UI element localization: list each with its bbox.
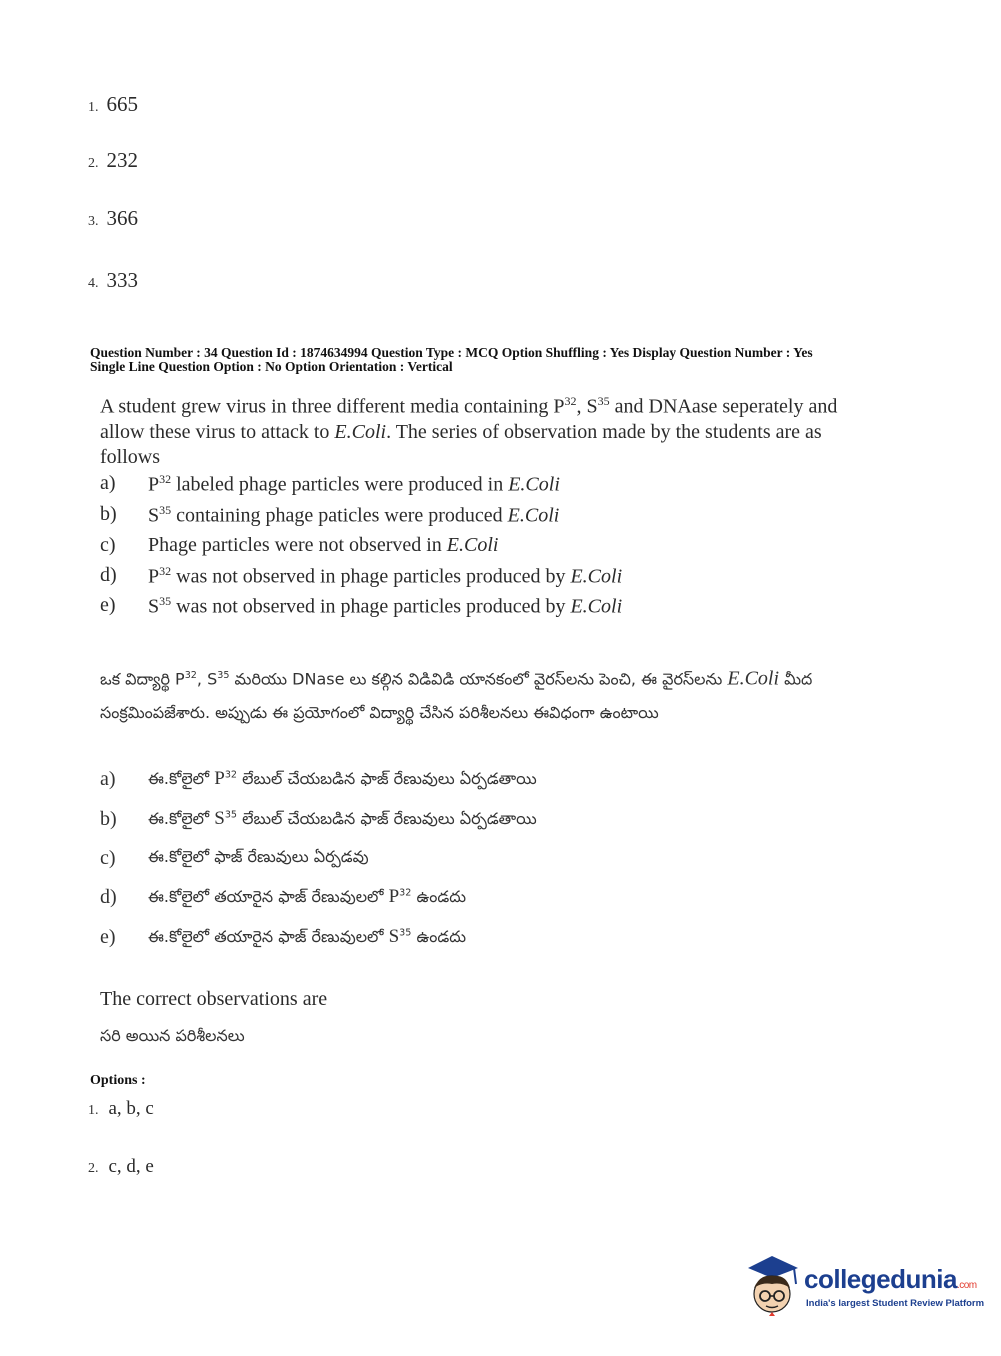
statement-label: d) bbox=[100, 564, 117, 586]
superscript: 35 bbox=[159, 594, 172, 608]
statement-body: ఈ.కోలైలో తయారైన ఫాజ్ రేణువులలో bbox=[148, 887, 389, 906]
statement-te-a bbox=[100, 768, 900, 796]
superscript: 32 bbox=[564, 394, 577, 408]
statement-body: ఉండదు bbox=[411, 927, 467, 946]
answer-option-1[interactable] bbox=[88, 1098, 154, 1120]
statement-te-b bbox=[100, 808, 900, 836]
correct-prompt-en: The correct observations are bbox=[100, 988, 328, 1010]
statement-label: c) bbox=[100, 847, 116, 869]
question-text-part: ఒక విద్యార్థి P bbox=[100, 669, 185, 689]
question-meta-line2: Single Line Question Option : No Option Orientation : Vertical bbox=[90, 359, 453, 374]
logo-tagline: India's largest Student Review Platform bbox=[806, 1298, 985, 1309]
option-number: 3. bbox=[88, 214, 99, 229]
option-value: 366 bbox=[106, 206, 138, 230]
statement-body: ఈ.కోలైలో తయారైన ఫాజ్ రేణువులలో bbox=[148, 927, 389, 946]
answer-option-2[interactable] bbox=[88, 1156, 154, 1178]
option-value: a, b, c bbox=[108, 1098, 154, 1119]
superscript: 35 bbox=[597, 394, 610, 408]
superscript: 35 bbox=[159, 503, 172, 517]
statement-en-e bbox=[100, 594, 900, 620]
superscript: 35 bbox=[224, 809, 238, 821]
statement-text bbox=[148, 472, 560, 497]
statement-text bbox=[148, 534, 498, 557]
statement-te-d bbox=[100, 886, 900, 914]
statement-prefix: P bbox=[148, 473, 160, 496]
question-text-part: మరియు DNase లు కల్గిన విడివిడి యానకంలో వైరస్‌లను పెంచి, ఈ వైరస్‌లను bbox=[229, 669, 728, 689]
statement-prefix: S bbox=[388, 926, 400, 947]
collegedunia-logo bbox=[742, 1252, 985, 1322]
option-number: 4. bbox=[88, 276, 99, 291]
option-value: c, d, e bbox=[108, 1156, 154, 1177]
option-number: 1. bbox=[88, 1103, 99, 1118]
question-text-part: A student grew virus in three different media containing P bbox=[100, 395, 565, 418]
question-text-part: and DNAase seperately and allow these virus to attack to bbox=[100, 395, 838, 443]
question-text-te bbox=[100, 659, 870, 730]
statement-body: containing phage paticles were produced bbox=[171, 504, 508, 527]
statement-body: ఈ.కోలైలో ఫాజ్ రేణువులు ఏర్పడవు bbox=[148, 847, 369, 866]
superscript: 32 bbox=[159, 564, 172, 578]
statement-body: was not observed in phage particles produced by bbox=[171, 565, 571, 588]
statement-en-c bbox=[100, 534, 900, 560]
prev-option-2 bbox=[88, 148, 138, 173]
statement-en-a bbox=[100, 472, 900, 498]
statement-prefix: P bbox=[148, 565, 160, 588]
statement-prefix: P bbox=[214, 768, 225, 789]
organism-name: E.Coli bbox=[334, 420, 387, 443]
organism-name: E.Coli bbox=[507, 504, 560, 527]
prev-option-3 bbox=[88, 206, 138, 231]
statement-text bbox=[148, 768, 537, 792]
statement-label: c) bbox=[100, 534, 116, 556]
logo-suffix: .com bbox=[956, 1280, 977, 1291]
option-number: 2. bbox=[88, 156, 99, 171]
statement-body: లేబుల్ చేయబడిన ఫాజ్ రేణువులు ఏర్పడతాయి bbox=[237, 769, 537, 788]
statement-text bbox=[148, 886, 466, 910]
organism-name: E.Coli bbox=[570, 595, 623, 618]
question-text-part: . The series of observation made by the students are as follows bbox=[100, 420, 822, 468]
question-text-part: , S bbox=[576, 395, 598, 418]
statement-text bbox=[148, 847, 369, 870]
statement-text bbox=[148, 564, 622, 589]
statement-body: ఈ.కోలైలో bbox=[148, 809, 215, 828]
superscript: 32 bbox=[184, 670, 197, 681]
organism-name: E.Coli bbox=[446, 534, 499, 556]
question-text-part: , S bbox=[196, 669, 218, 689]
superscript: 32 bbox=[159, 472, 172, 486]
options-heading: Options : bbox=[90, 1073, 146, 1088]
statement-text bbox=[148, 926, 466, 950]
correct-prompt-te: సరి అయిన పరిశీలనలు bbox=[100, 1026, 245, 1045]
statement-en-d bbox=[100, 564, 900, 590]
logo-wordmark: collegedunia bbox=[804, 1264, 957, 1294]
statement-body: ఈ.కోలైలో bbox=[148, 769, 215, 788]
superscript: 32 bbox=[399, 887, 412, 899]
statement-label: a) bbox=[100, 768, 116, 790]
organism-name: E.Coli bbox=[570, 565, 623, 588]
statement-label: b) bbox=[100, 808, 117, 830]
option-number: 2. bbox=[88, 1161, 99, 1176]
option-number: 1. bbox=[88, 100, 99, 115]
superscript: 35 bbox=[217, 670, 230, 681]
statement-prefix: P bbox=[388, 886, 400, 907]
statement-label: d) bbox=[100, 886, 117, 908]
statement-prefix: S bbox=[148, 504, 160, 527]
option-value: 333 bbox=[106, 268, 138, 292]
statement-body: Phage particles were not observed in bbox=[148, 534, 447, 556]
statement-text bbox=[148, 594, 622, 619]
statement-body: was not observed in phage particles produced by bbox=[171, 595, 571, 618]
statement-label: a) bbox=[100, 472, 116, 494]
statement-body: ఉండదు bbox=[411, 887, 467, 906]
statement-body: లేబుల్ చేయబడిన ఫాజ్ రేణువులు ఏర్పడతాయి bbox=[237, 809, 537, 828]
statement-body: labeled phage particles were produced in bbox=[171, 473, 509, 496]
question-meta-line1: Question Number : 34 Question Id : 1874634994 Question Type : MCQ Option Shuffling : Yes Display Question Number : Yes bbox=[90, 345, 813, 360]
question-text-part: మీద సంక్రమింపజేశారు. అప్పుడు ఈ ప్రయోగంలో విద్యార్థి చేసిన పరిశీలనలు ఈవిధంగా ఉంటాయి bbox=[100, 669, 813, 723]
option-value: 232 bbox=[106, 148, 138, 172]
statement-te-c bbox=[100, 847, 900, 875]
statement-prefix: S bbox=[148, 595, 160, 618]
statement-text bbox=[148, 808, 537, 832]
superscript: 35 bbox=[399, 927, 412, 939]
statement-text bbox=[148, 503, 559, 528]
question-text-en bbox=[100, 389, 880, 470]
organism-name: E.Coli bbox=[727, 667, 780, 690]
organism-name: E.Coli bbox=[508, 473, 560, 496]
statement-label: e) bbox=[100, 594, 116, 616]
prev-option-4 bbox=[88, 268, 138, 293]
statement-prefix: S bbox=[214, 808, 225, 829]
statement-label: b) bbox=[100, 503, 117, 525]
statement-en-b bbox=[100, 503, 900, 529]
statement-te-e bbox=[100, 926, 900, 954]
superscript: 32 bbox=[224, 769, 238, 781]
option-value: 665 bbox=[106, 92, 138, 116]
mascot-icon bbox=[742, 1254, 802, 1316]
statement-label: e) bbox=[100, 926, 116, 948]
prev-option-1 bbox=[88, 92, 138, 117]
